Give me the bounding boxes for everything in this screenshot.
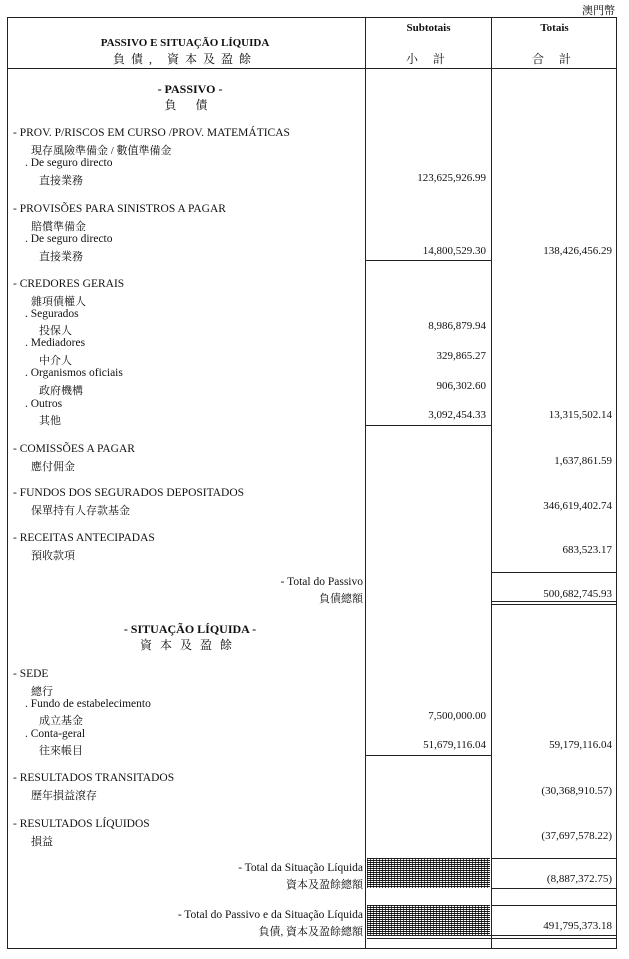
situacao-section-title: - SITUAÇÃO LÍQUIDA - bbox=[123, 622, 257, 636]
total-geral-label-cn: 負債, 資本及盈餘總額 bbox=[258, 926, 363, 938]
total-geral-underline-1 bbox=[367, 935, 617, 936]
situacao-section-title-cn: 資本及盈餘 bbox=[139, 638, 240, 652]
total-passivo-label: - Total do Passivo bbox=[280, 576, 363, 588]
liquidos-total: (37,697,578.22) bbox=[541, 830, 612, 842]
total-passivo-topline bbox=[492, 572, 617, 573]
credores-outros-label-cn: 其他 bbox=[39, 415, 61, 427]
prov-riscos-sub-label-cn: 直接業務 bbox=[39, 175, 83, 187]
col-subtotals-header-cn: 小 計 bbox=[405, 52, 451, 66]
col-totals-header-cn: 合 計 bbox=[531, 52, 577, 66]
liquidos-label-cn: 損益 bbox=[31, 836, 53, 848]
total-passivo-value: 500,682,745.93 bbox=[543, 588, 612, 600]
sede-label: - SEDE bbox=[13, 668, 49, 680]
sede-conta-label-cn: 往來帳目 bbox=[39, 745, 83, 757]
transitados-label-cn: 歷年損益滾存 bbox=[31, 790, 97, 802]
sede-fundo-label: . Fundo de estabelecimento bbox=[25, 698, 151, 710]
fundos-label-cn: 保單持有人存款基金 bbox=[31, 505, 130, 517]
credores-segurados-value: 8,986,879.94 bbox=[428, 320, 486, 332]
total-situacao-value: (8,887,372.75) bbox=[546, 873, 612, 885]
prov-sinistros-label-cn: 賠償準備金 bbox=[31, 221, 86, 233]
sede-fundo-label-cn: 成立基金 bbox=[39, 715, 83, 727]
credores-mediadores-value: 329,865.27 bbox=[436, 350, 486, 362]
credores-segurados-label: . Segurados bbox=[25, 308, 79, 320]
header-title-pt: PASSIVO E SITUAÇÃO LÍQUIDA bbox=[100, 37, 270, 49]
credores-label: - CREDORES GERAIS bbox=[13, 278, 125, 290]
credores-underline bbox=[366, 425, 491, 426]
total-passivo-underline-2 bbox=[492, 604, 617, 605]
credores-label-cn: 雜項債權人 bbox=[31, 296, 86, 308]
sede-conta-label: . Conta-geral bbox=[25, 728, 86, 740]
total-geral-topline bbox=[492, 905, 617, 906]
comissoes-total: 1,637,861.59 bbox=[554, 455, 612, 467]
credores-outros-label: . Outros bbox=[25, 398, 63, 410]
credores-mediadores-label: . Mediadores bbox=[25, 337, 86, 349]
prov-riscos-label-cn: 現存風險準備金 / 數值準備金 bbox=[31, 145, 172, 157]
total-geral-hatch bbox=[367, 905, 490, 935]
prov-sinistros-underline bbox=[366, 260, 491, 261]
transitados-total: (30,368,910.57) bbox=[541, 785, 612, 797]
comissoes-label: - COMISSÕES A PAGAR bbox=[13, 443, 135, 455]
col-subtotals-header: Subtotais bbox=[406, 22, 451, 34]
header-title-cn: 負債, 資本及盈餘 bbox=[112, 52, 257, 66]
credores-organismos-value: 906,302.60 bbox=[436, 380, 486, 392]
credores-organismos-label: . Organismos oficiais bbox=[25, 367, 123, 379]
fundos-label: - FUNDOS DOS SEGURADOS DEPOSITADOS bbox=[13, 487, 245, 499]
fundos-total: 346,619,402.74 bbox=[543, 500, 612, 512]
prov-riscos-sub-label: . De seguro directo bbox=[25, 157, 113, 169]
total-situacao-hatch bbox=[367, 858, 490, 888]
header-divider bbox=[7, 68, 617, 69]
total-situacao-label: - Total da Situação Líquida bbox=[238, 862, 363, 874]
total-passivo-underline-1 bbox=[492, 601, 617, 602]
total-situacao-underline bbox=[492, 888, 617, 889]
totals-column-divider bbox=[491, 17, 492, 949]
credores-total: 13,315,502.14 bbox=[548, 409, 612, 421]
receitas-label-cn: 預收款項 bbox=[31, 550, 75, 562]
prov-riscos-label: - PROV. P/RISCOS EM CURSO /PROV. MATEMÁTICAS bbox=[13, 127, 290, 139]
prov-sinistros-label: - PROVISÕES PARA SINISTROS A PAGAR bbox=[13, 203, 226, 215]
credores-mediadores-label-cn: 中介人 bbox=[39, 355, 72, 367]
passivo-section-title: - PASSIVO - bbox=[157, 82, 223, 96]
comissoes-label-cn: 應付佣金 bbox=[31, 461, 75, 473]
receitas-total: 683,523.17 bbox=[562, 544, 612, 556]
col-totals-header: Totais bbox=[540, 22, 569, 34]
prov-sinistros-sub-label-cn: 直接業務 bbox=[39, 251, 83, 263]
total-geral-underline-2 bbox=[367, 938, 617, 939]
credores-segurados-label-cn: 投保人 bbox=[39, 325, 72, 337]
passivo-section-title-cn: 負 債 bbox=[164, 98, 216, 112]
sede-label-cn: 總行 bbox=[31, 686, 53, 698]
prov-sinistros-sub-label: . De seguro directo bbox=[25, 233, 113, 245]
sede-conta-value: 51,679,116.04 bbox=[423, 739, 486, 751]
sede-fundo-value: 7,500,000.00 bbox=[428, 710, 486, 722]
total-situacao-topline bbox=[492, 858, 617, 859]
prov-sinistros-subtotal: 14,800,529.30 bbox=[422, 245, 486, 257]
credores-organismos-label-cn: 政府機構 bbox=[39, 385, 83, 397]
currency-label: 澳門幣 bbox=[582, 5, 615, 17]
credores-outros-value: 3,092,454.33 bbox=[428, 409, 486, 421]
total-geral-label: - Total do Passivo e da Situação Líquida bbox=[177, 909, 363, 921]
receitas-label: - RECEITAS ANTECIPADAS bbox=[13, 532, 155, 544]
sede-total: 59,179,116.04 bbox=[549, 739, 612, 751]
sede-underline bbox=[366, 755, 491, 756]
prov-sinistros-total: 138,426,456.29 bbox=[543, 245, 612, 257]
transitados-label: - RESULTADOS TRANSITADOS bbox=[13, 772, 175, 784]
total-passivo-label-cn: 負債總額 bbox=[319, 593, 363, 605]
total-geral-value: 491,795,373.18 bbox=[543, 920, 612, 932]
subtotals-column-divider bbox=[365, 17, 366, 949]
prov-riscos-subtotal: 123,625,926.99 bbox=[417, 172, 486, 184]
liquidos-label: - RESULTADOS LÍQUIDOS bbox=[13, 818, 150, 830]
total-situacao-label-cn: 資本及盈餘總額 bbox=[286, 879, 363, 891]
